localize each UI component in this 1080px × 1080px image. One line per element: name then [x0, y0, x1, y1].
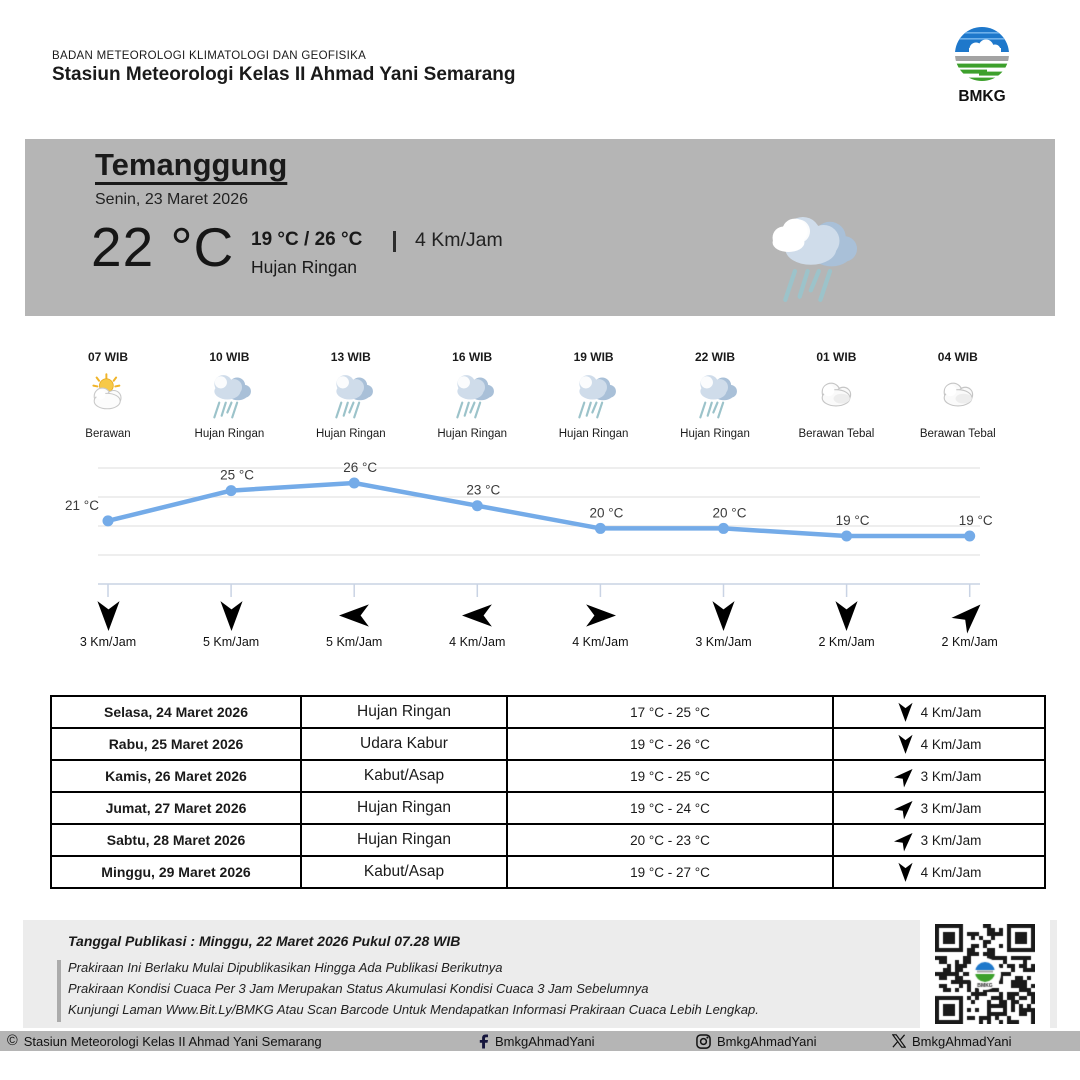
- light-rain-icon: [325, 371, 377, 423]
- table-row: [51, 728, 1045, 760]
- wind-slot: [432, 600, 522, 649]
- facebook-icon: [478, 1034, 489, 1049]
- qr-code: [935, 924, 1035, 1024]
- forecast-wind-speed: 3 Km/Jam: [920, 800, 982, 816]
- hourly-slot: [532, 350, 656, 440]
- facebook-handle: [478, 1031, 594, 1051]
- current-date: Senin, 23 Maret 2026: [95, 191, 248, 208]
- wind-slot: [679, 600, 769, 649]
- light-rain-icon: [203, 371, 255, 423]
- table-row: [51, 824, 1045, 856]
- wind-slot: [555, 600, 645, 649]
- hourly-time: 10 WIB: [209, 350, 250, 364]
- instagram-handle: [696, 1031, 816, 1051]
- current-wind-speed: 4 Km/Jam: [415, 229, 503, 251]
- forecast-wind-speed: 4 Km/Jam: [920, 736, 982, 752]
- table-row: [51, 696, 1045, 728]
- forecast-wind-speed: 3 Km/Jam: [920, 832, 982, 848]
- table-row: [51, 760, 1045, 792]
- wind-slot: [63, 600, 153, 649]
- copyright: [7, 1031, 322, 1051]
- x-handle-text: BmkgAhmadYani: [912, 1033, 1012, 1049]
- wind-speed-label: 2 Km/Jam: [941, 635, 998, 649]
- wind-speed-label: 4 Km/Jam: [449, 635, 506, 649]
- forecast-wind: [833, 824, 1045, 856]
- page-title: Stasiun Meteorologi Kelas II Ahmad Yani Semarang: [52, 64, 516, 85]
- wind-speed-label: 3 Km/Jam: [695, 635, 752, 649]
- footer-note: Prakiraan Kondisi Cuaca Per 3 Jam Merupakan Status Akumulasi Kondisi Cuaca 3 Jam Sebelumnya: [68, 981, 649, 996]
- forecast-temp-range: 19 °C - 26 °C: [507, 728, 833, 760]
- hourly-condition: Hujan Ringan: [194, 428, 265, 440]
- forecast-condition: Hujan Ringan: [301, 792, 507, 824]
- forecast-date: Selasa, 24 Maret 2026: [51, 696, 301, 728]
- hourly-slot: [774, 350, 898, 440]
- table-row: [51, 792, 1045, 824]
- copyright-icon: ©: [7, 1033, 18, 1049]
- hourly-slot: [46, 350, 170, 440]
- bmkg-logo-icon: [951, 26, 1013, 104]
- light-rain-icon: [689, 371, 741, 423]
- forecast-wind: [833, 696, 1045, 728]
- wind-speed-label: 2 Km/Jam: [818, 635, 875, 649]
- forecast-date: Rabu, 25 Maret 2026: [51, 728, 301, 760]
- forecast-wind-speed: 4 Km/Jam: [920, 864, 982, 880]
- forecast-wind: [833, 856, 1045, 888]
- forecast-date: Kamis, 26 Maret 2026: [51, 760, 301, 792]
- wind-direction-arrow-icon: [949, 595, 990, 636]
- wind-direction-arrow-icon: [218, 600, 245, 631]
- hourly-condition: Hujan Ringan: [437, 428, 508, 440]
- forecast-temp-range: 19 °C - 25 °C: [507, 760, 833, 792]
- overcast-icon: [810, 371, 862, 423]
- wind-slot: [309, 600, 399, 649]
- light-rain-icon: [568, 371, 620, 423]
- wind-slot: [186, 600, 276, 649]
- wind-direction-arrow-icon: [892, 795, 918, 821]
- hourly-condition: Hujan Ringan: [315, 428, 386, 440]
- publication-date: Tanggal Publikasi : Minggu, 22 Maret 2026 Pukul 07.28 WIB: [68, 933, 461, 949]
- forecast-date: Minggu, 29 Maret 2026: [51, 856, 301, 888]
- wind-speed-label: 5 Km/Jam: [326, 635, 383, 649]
- hourly-time: 22 WIB: [694, 350, 735, 364]
- table-row: [51, 856, 1045, 888]
- hourly-condition: Hujan Ringan: [558, 428, 629, 440]
- wind-direction-arrow-icon: [710, 600, 737, 631]
- forecast-temp-range: 17 °C - 25 °C: [507, 696, 833, 728]
- facebook-handle-text: BmkgAhmadYani: [495, 1033, 595, 1049]
- overcast-icon: [932, 371, 984, 423]
- current-condition: Hujan Ringan: [251, 257, 358, 277]
- wind-speed-label: 5 Km/Jam: [202, 635, 260, 649]
- forecast-condition: Udara Kabur: [301, 728, 507, 760]
- footer-notes: [68, 957, 759, 1020]
- wind-slot: [802, 600, 892, 649]
- wind-direction-arrow-icon: [892, 827, 918, 853]
- light-rain-icon: [763, 209, 865, 316]
- hourly-slot: [289, 350, 413, 440]
- instagram-handle-text: BmkgAhmadYani: [717, 1033, 817, 1049]
- city-name: Temanggung: [95, 147, 288, 182]
- hourly-condition: Berawan Tebal: [919, 428, 996, 440]
- forecast-wind-speed: 4 Km/Jam: [920, 704, 982, 720]
- hourly-time: 04 WIB: [937, 350, 978, 364]
- note-accent-bar: [57, 960, 61, 1022]
- forecast-temp-range: 20 °C - 23 °C: [507, 824, 833, 856]
- forecast-wind-speed: 3 Km/Jam: [920, 768, 982, 784]
- forecast-temp-range: 19 °C - 24 °C: [507, 792, 833, 824]
- light-rain-large-icon: [763, 209, 865, 311]
- instagram-icon: [696, 1034, 711, 1049]
- hourly-time: 07 WIB: [87, 350, 128, 364]
- hourly-slot: [653, 350, 777, 440]
- wind-slot: [925, 600, 1015, 649]
- wind-speed-label: 4 Km/Jam: [572, 635, 629, 649]
- wind-direction-arrow-icon: [897, 734, 914, 754]
- forecast-date: Sabtu, 28 Maret 2026: [51, 824, 301, 856]
- hourly-time: 01 WIB: [816, 350, 857, 364]
- svg-text:20 °C: 20 °C: [712, 505, 747, 521]
- svg-text:26 °C: 26 °C: [343, 460, 378, 476]
- svg-text:19 °C: 19 °C: [835, 513, 870, 528]
- wind-direction-arrow-icon: [892, 763, 918, 789]
- copyright-text: Stasiun Meteorologi Kelas II Ahmad Yani Semarang: [23, 1033, 322, 1049]
- footer-panel: [23, 920, 1057, 1028]
- bmkg-logo: [948, 26, 1016, 109]
- hourly-slot: [896, 350, 1020, 440]
- hourly-slot: [410, 350, 534, 440]
- hourly-time: 16 WIB: [452, 350, 493, 364]
- hourly-slot: [167, 350, 291, 440]
- footer-note: Kunjungi Laman Www.Bit.Ly/BMKG Atau Scan Barcode Untuk Mendapatkan Informasi Prakiraan Cuaca Lebih Lengkap.: [68, 1002, 759, 1017]
- agency-name: BADAN METEOROLOGI KLIMATOLOGI DAN GEOFISIKA: [52, 50, 367, 62]
- svg-text:25 °C: 25 °C: [220, 467, 255, 483]
- current-weather-card: [25, 139, 1055, 316]
- svg-text:23 °C: 23 °C: [466, 482, 501, 498]
- wind-speed-label: 3 Km/Jam: [79, 635, 137, 649]
- hourly-condition: Berawan Tebal: [798, 428, 875, 440]
- forecast-condition: Hujan Ringan: [301, 824, 507, 856]
- wind-direction-arrow-icon: [833, 600, 860, 631]
- forecast-condition: Hujan Ringan: [301, 696, 507, 728]
- svg-text:19 °C: 19 °C: [958, 513, 993, 528]
- current-temperature: 22 °C: [91, 216, 235, 278]
- forecast-condition: Kabut/Asap: [301, 856, 507, 888]
- daily-forecast-table: [50, 695, 1046, 889]
- hourly-time: 13 WIB: [330, 350, 371, 364]
- wind-direction-arrow-icon: [462, 602, 493, 629]
- x-icon: [892, 1034, 906, 1048]
- forecast-condition: Kabut/Asap: [301, 760, 507, 792]
- forecast-temp-range: 19 °C - 27 °C: [507, 856, 833, 888]
- wind-direction-arrow-icon: [339, 602, 370, 629]
- wind-direction-arrow-icon: [897, 702, 914, 722]
- temperature-chart: [0, 455, 1080, 605]
- forecast-wind: [833, 728, 1045, 760]
- separator-bar: [393, 231, 396, 252]
- hourly-time: 19 WIB: [573, 350, 614, 364]
- svg-text:20 °C: 20 °C: [589, 505, 624, 521]
- hourly-condition: Berawan: [85, 428, 131, 440]
- hourly-condition: Hujan Ringan: [680, 428, 750, 440]
- qr-code-box: [920, 920, 1050, 1028]
- bottom-bar: [0, 1031, 1080, 1051]
- forecast-wind: [833, 792, 1045, 824]
- temp-min-max: 19 °C / 26 °C: [251, 229, 363, 250]
- svg-text:21 °C: 21 °C: [65, 497, 99, 513]
- light-rain-icon: [446, 371, 498, 423]
- forecast-wind: [833, 760, 1045, 792]
- wind-direction-arrow-icon: [95, 600, 122, 631]
- x-handle: [892, 1031, 1011, 1051]
- wind-direction-arrow-icon: [897, 862, 914, 882]
- forecast-date: Jumat, 27 Maret 2026: [51, 792, 301, 824]
- footer-note: Prakiraan Ini Berlaku Mulai Dipublikasikan Hingga Ada Publikasi Berikutnya: [68, 960, 503, 975]
- cloudy-sun-icon: [82, 371, 134, 423]
- bmkg-logo-label: BMKG: [958, 88, 1006, 104]
- wind-direction-arrow-icon: [585, 602, 616, 629]
